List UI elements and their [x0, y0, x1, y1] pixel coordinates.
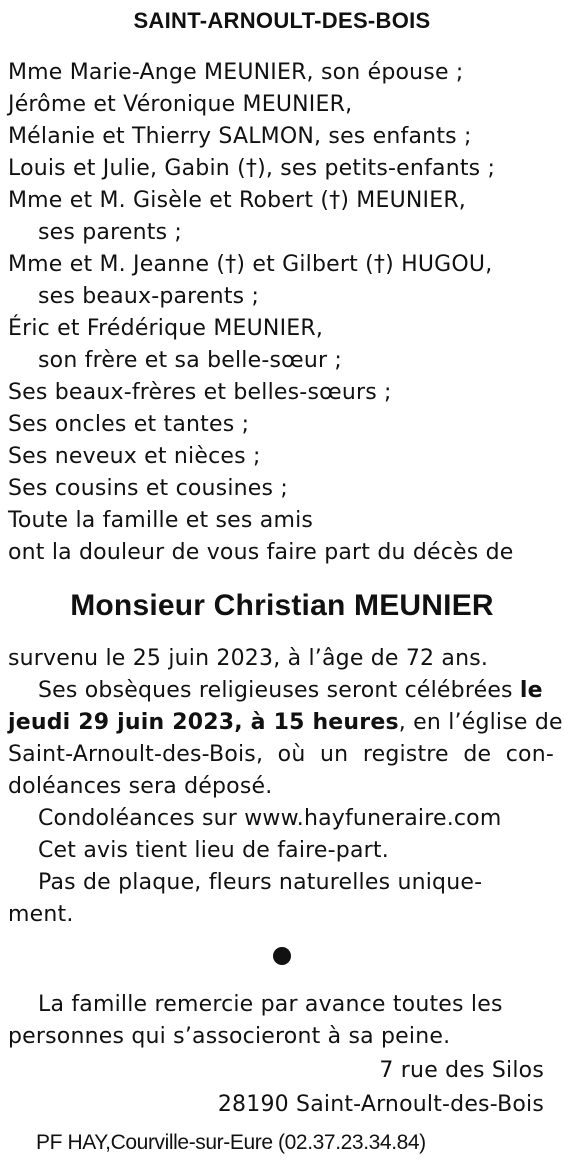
funeral-line	[8, 708, 563, 738]
family-line: Mme et M. Gisèle et Robert (†) MEUNIER,	[8, 188, 467, 213]
family-line: Mélanie et Thierry SALMON, ses enfants ;	[8, 124, 472, 149]
family-line: ses beaux-parents ;	[38, 284, 260, 309]
condolences-line: Condoléances sur www.hayfuneraire.com	[38, 806, 502, 831]
family-line: Toute la famille et ses amis	[8, 508, 314, 533]
funeral-line: doléances sera déposé.	[8, 774, 273, 799]
family-line: ont la douleur de vous faire part du décès de	[8, 540, 514, 565]
flowers-line: Pas de plaque, fleurs naturelles unique-	[38, 870, 483, 895]
death-date-line: survenu le 25 juin 2023, à l’âge de 72 ans.	[8, 646, 489, 671]
funeral-text: , en l’église de	[398, 710, 563, 735]
family-line: Ses beaux-frères et belles-sœurs ;	[8, 380, 392, 405]
thanks-line: personnes qui s’associeront à sa peine.	[8, 1024, 451, 1049]
family-line: son frère et sa belle-sœur ;	[38, 348, 343, 373]
family-line: Éric et Frédérique MEUNIER,	[8, 316, 324, 341]
funeral-home-contact: PF HAY,Courville-sur-Eure (02.37.23.34.84)	[36, 1131, 426, 1154]
family-line: Ses neveux et nièces ;	[8, 444, 261, 469]
family-line: Mme et M. Jeanne (†) et Gilbert (†) HUGOU,	[8, 252, 493, 277]
funeral-line	[38, 676, 543, 706]
family-line: Jérôme et Véronique MEUNIER,	[8, 92, 353, 117]
funeral-date-time: jeudi 29 juin 2023, à 15 heures	[8, 710, 399, 735]
family-line: ses parents ;	[38, 220, 183, 245]
address-street: 7 rue des Silos	[379, 1058, 544, 1083]
notice-heading: SAINT-ARNOULT-DES-BOIS	[133, 8, 431, 33]
thanks-line: La famille remercie par avance toutes les	[38, 992, 503, 1017]
bullet-separator-icon	[273, 947, 291, 965]
funeral-line: Saint-Arnoult-des-Bois, où un registre de con-	[8, 742, 554, 767]
address-city: 28190 Saint-Arnoult-des-Bois	[217, 1092, 544, 1117]
notice-line: Cet avis tient lieu de faire-part.	[38, 838, 389, 863]
family-line: Mme Marie-Ange MEUNIER, son épouse ;	[8, 60, 464, 85]
flowers-line: ment.	[8, 902, 74, 927]
family-line: Louis et Julie, Gabin (†), ses petits-enfants ;	[8, 156, 496, 181]
deceased-name: Monsieur Christian MEUNIER	[70, 589, 494, 622]
funeral-text: Ses obsèques religieuses seront célébrées	[38, 678, 520, 703]
family-line: Ses cousins et cousines ;	[8, 476, 288, 501]
funeral-bold-text: le	[519, 678, 543, 703]
family-line: Ses oncles et tantes ;	[8, 412, 250, 437]
